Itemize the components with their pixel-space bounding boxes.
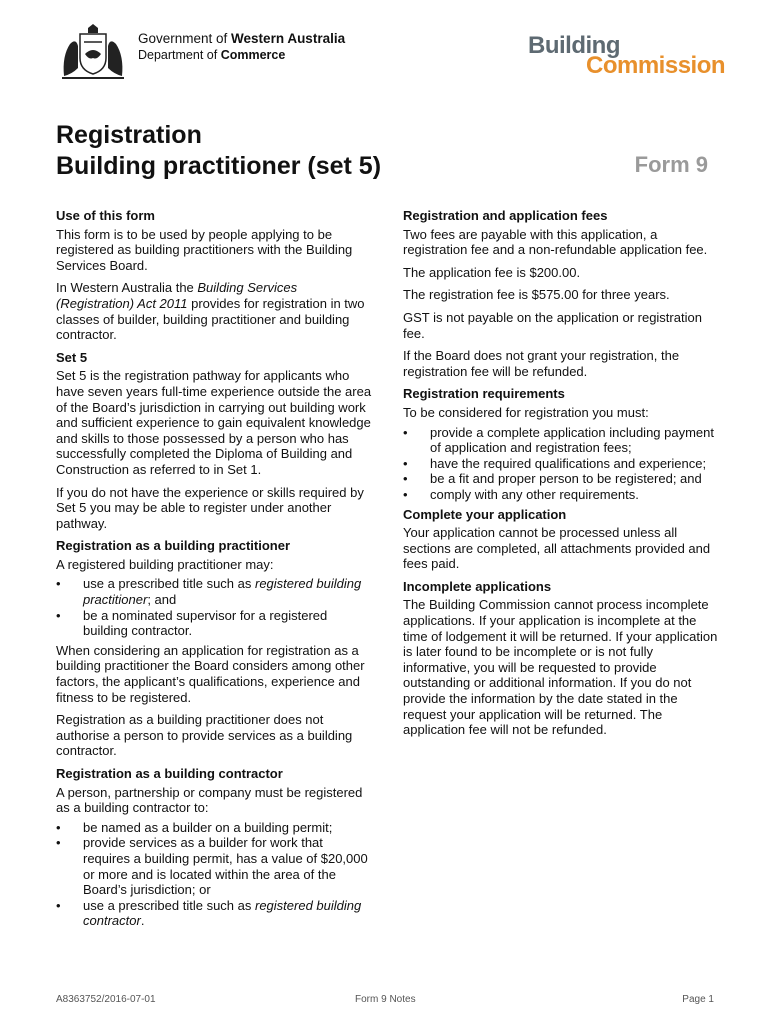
logo-line1: Building [528,32,620,59]
fees-heading: Registration and application fees [403,208,608,223]
list-item: • be a fit and proper person to be registered; and [403,471,719,487]
title-line1: Registration [56,121,202,149]
set5-heading: Set 5 [56,349,88,365]
title-line2: Building practitioner (set 5) [56,152,382,180]
act-title: Building Services (Registration) Act 2011 [56,280,298,311]
gov-prefix: Government of [138,31,232,46]
incomplete-heading: Incomplete applications [403,578,552,594]
fees-paragraph-2: The application fee is $200.00. [403,264,581,280]
set5-paragraph-1: Set 5 is the registration pathway for applicants who have seven years full-time experience outside the area of the Board’s jurisdiction in carrying out building work and sufficient experience to gain equivalent knowledge and skills to those possessed by a person who has successfully completed the Diploma of Building and Construction as referred to in Set 1. [56,368,372,477]
list-item: • be named as a builder on a building permit; [56,820,372,836]
right-column [403,208,719,745]
footer-center: Form 9 Notes [355,994,416,1005]
fees-paragraph-4: GST is not payable on the application or registration fee. [403,309,702,341]
form-number: Form 9 [634,152,708,177]
list-item: • provide a complete application including payment of application and registration fees; [403,425,719,456]
logo-line2: Commission [586,52,726,79]
requirements-heading: Registration requirements [403,386,565,402]
fees-paragraph-5: If the Board does not grant your registration, the registration fee will be refunded. [403,348,680,379]
dept-prefix: Department of [138,48,221,62]
left-column [56,208,372,933]
list-item: • use a prescribed title such as registered building contractor. [56,898,372,929]
practitioner-paragraph-1: When considering an application for registration as a building practitioner the Board considers among other factors, the applicant’s qualifications, experience and fitness to be registered. [56,642,365,705]
gov-state: Western Australia [231,31,346,46]
building-commission-logo [528,32,728,82]
practitioner-paragraph-2: Registration as a building practitioner does not authorise a person to provide services as a building contractor. [56,712,353,759]
government-header [138,30,345,64]
fees-paragraph-1: Two fees are payable with this application, a registration fee and a non-refundable application fee. [403,226,708,258]
practitioner-list [56,576,372,638]
fees-paragraph-3: The registration fee is $575.00 for three years. [403,287,670,303]
requirements-intro: To be considered for registration you must: [403,404,649,420]
use-heading: Use of this form [56,208,155,223]
contractor-intro: A person, partnership or company must be registered as a building contractor to: [56,784,363,816]
complete-heading: Complete your application [403,506,567,522]
set5-paragraph-2: If you do not have the experience or skills required by Set 5 you may be able to register under another pathway. [56,484,364,531]
use-paragraph-2: In Western Australia the Building Services (Registration) Act 2011 provides for registration in two classes of builder, building practitioner and building contractor. [56,280,365,343]
footer-page-number: Page 1 [682,994,714,1005]
footer-doc-id: A8363752/2016-07-01 [56,994,156,1005]
list-item: • provide services as a builder for work that requires a building permit, has a value of $20,000 or more and is located within the area of the Board’s jurisdiction; or [56,835,372,897]
contractor-heading: Registration as a building contractor [56,766,283,781]
requirements-list [403,425,719,503]
practitioner-heading: Registration as a building practitioner [56,538,291,554]
practitioner-intro: A registered building practitioner may: [56,556,274,572]
complete-paragraph: Your application cannot be processed unless all sections are completed, all attachments provided and fees paid. [403,525,711,572]
incomplete-paragraph: The Building Commission cannot process incomplete applications. If your application is incomplete at the time of lodgement it will be returned. If your application is later found to be incomplete or is not fully informative, you will be requested to provide outstanding or additional information. If you do not provide the information by the date stated in the request your application will be returned. The application fee will not be refunded. [403,597,718,738]
dept-name: Commerce [220,48,286,62]
page-title [56,120,381,182]
list-item: • have the required qualifications and experience; [403,456,719,472]
list-item: • use a prescribed title such as registered building practitioner; and [56,576,372,607]
use-paragraph-1: This form is to be used by people applying to be registered as building practitioners with the Building Services Board. [56,226,353,273]
list-item: • be a nominated supervisor for a registered building contractor. [56,608,372,639]
coat-of-arms-icon [58,24,128,80]
contractor-list [56,820,372,929]
list-item: • comply with any other requirements. [403,487,719,503]
